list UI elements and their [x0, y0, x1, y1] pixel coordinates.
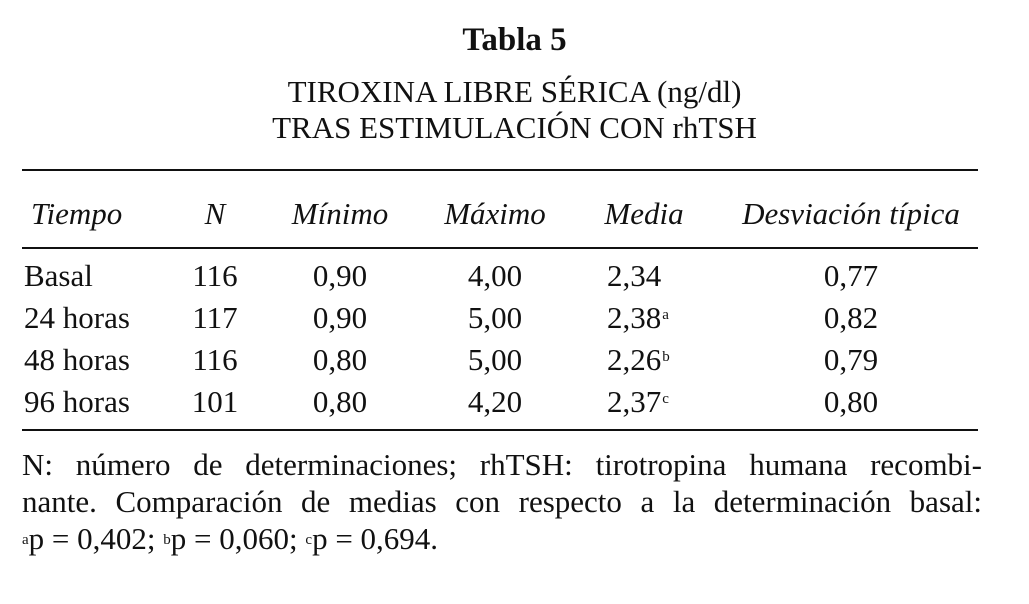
header-desviacion: Desviación típica [742, 196, 960, 231]
cell-n: 116 [192, 342, 238, 377]
table-subtitle [0, 74, 1029, 146]
bottom-rule [22, 429, 978, 431]
cell-minimo: 0,90 [312, 300, 368, 335]
cell-desviacion: 0,79 [823, 342, 879, 377]
footnote-pvalues: $^a$p = 0,402; $^b$p = 0,060; $^c$p = 0,694. [22, 521, 439, 556]
header-minimo: Mínimo [291, 196, 389, 231]
cell-maximo: 4,00 [467, 258, 523, 293]
footnote-ref-b: b [662, 349, 670, 365]
cell-media: 2,37$^c$ [607, 384, 669, 419]
header-media: Media [604, 196, 684, 231]
cell-maximo: 4,20 [467, 384, 523, 419]
cell-minimo: 0,80 [312, 384, 368, 419]
header-tiempo: Tiempo [31, 196, 123, 231]
footnote-line-2: nante. Comparación de medias con respecto a la determinación basal: [22, 484, 982, 519]
cell-n: 116 [192, 258, 238, 293]
cell-media: 2,38$^a$ [607, 300, 669, 335]
cell-minimo: 0,80 [312, 342, 368, 377]
cell-desviacion: 0,82 [823, 300, 879, 335]
cell-desviacion: 0,80 [823, 384, 879, 419]
cell-n: 117 [192, 300, 238, 335]
cell-tiempo: 48 horas [24, 342, 130, 377]
cell-tiempo: 24 horas [24, 300, 130, 335]
table-title: Tabla 5 [462, 22, 567, 58]
footnote-ref-a: a [662, 307, 669, 323]
header-rule [22, 247, 978, 249]
cell-media: 2,34 [607, 258, 662, 293]
cell-media: 2,26$^b$ [607, 342, 670, 377]
cell-maximo: 5,00 [467, 342, 523, 377]
subtitle-line-2: TRAS ESTIMULACIÓN CON rhTSH [272, 110, 757, 145]
footnote-ref-c: c [662, 391, 669, 407]
header-n: N [204, 196, 226, 231]
header-maximo: Máximo [444, 196, 546, 231]
cell-tiempo: 96 horas [24, 384, 130, 419]
table-footnote [22, 446, 982, 557]
cell-maximo: 5,00 [467, 300, 523, 335]
top-rule [22, 169, 978, 171]
cell-minimo: 0,90 [312, 258, 368, 293]
footnote-line-1: N: número de determinaciones; rhTSH: tirotropina humana recombi- [22, 447, 982, 482]
cell-desviacion: 0,77 [823, 258, 879, 293]
subtitle-line-1: TIROXINA LIBRE SÉRICA (ng/dl) [287, 74, 742, 109]
cell-n: 101 [191, 384, 239, 419]
cell-tiempo: Basal [24, 258, 93, 293]
